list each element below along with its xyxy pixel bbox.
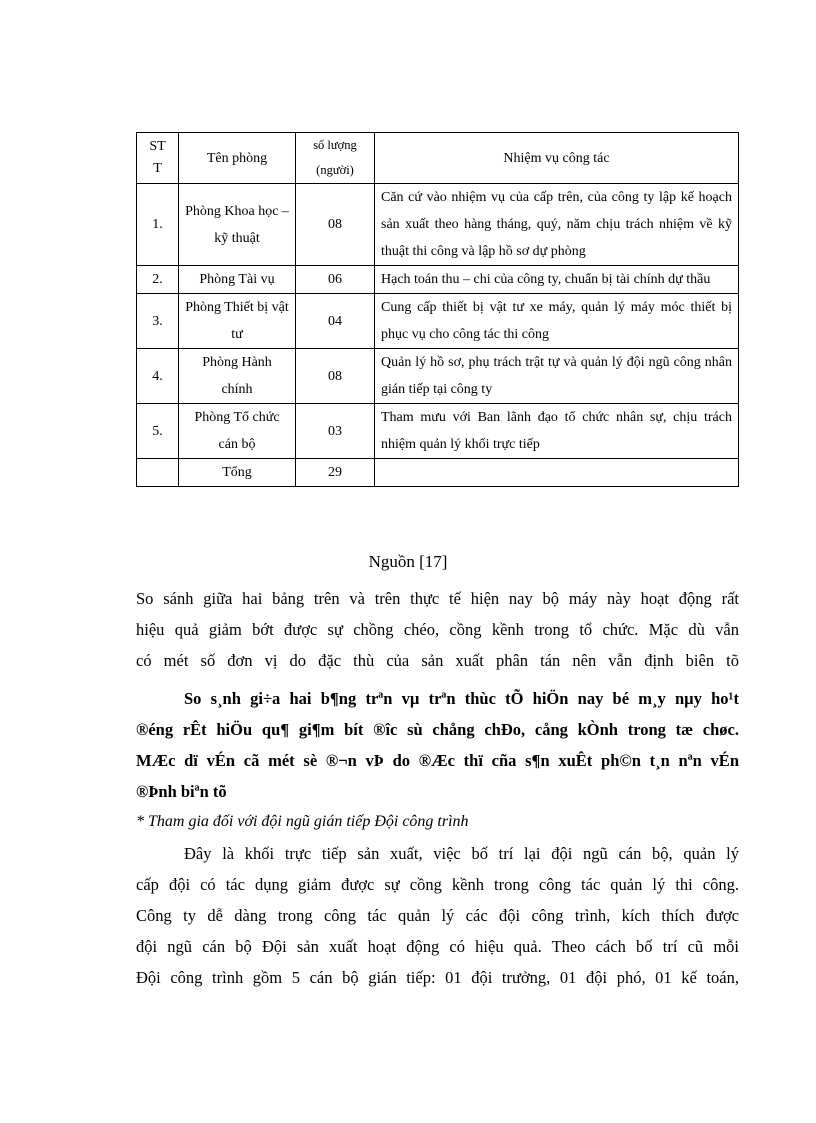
header-qty: số lượng (người) bbox=[296, 133, 375, 184]
header-task: Nhiệm vụ công tác bbox=[375, 133, 739, 184]
total-stt bbox=[137, 459, 179, 487]
row-qty: 08 bbox=[296, 184, 375, 266]
row-task: Căn cứ vào nhiệm vụ của cấp trên, của công ty lập kế hoạch sản xuất theo hàng tháng, quý, năm chịu trách nhiệm về kỹ thuật thi công và lập hồ sơ dự phòng bbox=[375, 184, 739, 266]
row-stt: 1. bbox=[137, 184, 179, 266]
row-stt: 2. bbox=[137, 266, 179, 294]
paragraph-line: Đây là khối trực tiếp sản xuất, việc bố trí lại đội ngũ cán bộ, quản lý bbox=[184, 844, 739, 863]
row-qty: 08 bbox=[296, 349, 375, 404]
row-qty: 06 bbox=[296, 266, 375, 294]
paragraph-line: Công ty dễ dàng trong công tác quản lý các đội công trình, kích thích được bbox=[136, 906, 739, 925]
paragraph-line: ®Þnh biªn tõ bbox=[136, 782, 227, 801]
row-stt: 3. bbox=[137, 294, 179, 349]
paragraph-line: có mét số đơn vị do đặc thù của sản xuất phân tán nên vẫn định biên tõ bbox=[136, 651, 739, 670]
row-stt: 5. bbox=[137, 404, 179, 459]
paragraph-line: Đội công trình gồm 5 cán bộ gián tiếp: 01 đội trưởng, 01 đội phó, 01 kế toán, bbox=[136, 968, 739, 987]
total-task bbox=[375, 459, 739, 487]
paragraph-line: cấp đội có tác dụng giảm được sự cồng kềnh trong công tác quản lý thi công. bbox=[136, 875, 739, 894]
row-task: Hạch toán thu – chi của công ty, chuẩn bị tài chính dự thầu bbox=[375, 266, 739, 294]
paragraph-line: hiệu quả giảm bớt được sự chồng chéo, cồng kềnh trong tổ chức. Mặc dù vẫn bbox=[136, 620, 739, 639]
table-header-row bbox=[137, 133, 739, 184]
header-name: Tên phòng bbox=[179, 133, 296, 184]
row-name: Phòng Thiết bị vật tư bbox=[179, 294, 296, 349]
header-stt: ST T bbox=[137, 133, 179, 184]
row-name: Phòng Tổ chức cán bộ bbox=[179, 404, 296, 459]
row-stt: 4. bbox=[137, 349, 179, 404]
section-heading: * Tham gia đối với đội ngũ gián tiếp Đội công trình bbox=[136, 813, 469, 830]
paragraph-line: So s¸nh gi÷a hai b¶ng trªn vµ trªn thùc tÕ hiÖn nay bé m¸y nµy ho¹t bbox=[184, 689, 739, 708]
table-total-row bbox=[137, 459, 739, 487]
department-table bbox=[136, 132, 739, 487]
paragraph-line: So sánh giữa hai bảng trên và trên thực tế hiện nay bộ máy này hoạt động rất bbox=[136, 589, 739, 608]
row-name: Phòng Khoa học – kỹ thuật bbox=[179, 184, 296, 266]
paragraph-line: đội ngũ cán bộ Đội sản xuất hoạt động có hiệu quả. Theo cách bố trí cũ mỗi bbox=[136, 937, 739, 956]
paragraph-line: ®éng rÊt hiÖu qu¶ gi¶m bít ®îc sù chång chÐo, cång kÒnh trong tæ chøc. bbox=[136, 720, 739, 739]
paragraph-team bbox=[136, 838, 739, 993]
table-row bbox=[137, 184, 739, 266]
row-qty: 04 bbox=[296, 294, 375, 349]
table-row bbox=[137, 404, 739, 459]
row-name: Phòng Hành chính bbox=[179, 349, 296, 404]
paragraph-garbled bbox=[136, 683, 739, 807]
total-label: Tổng bbox=[179, 459, 296, 487]
table-row bbox=[137, 294, 739, 349]
row-qty: 03 bbox=[296, 404, 375, 459]
table-row bbox=[137, 266, 739, 294]
total-qty: 29 bbox=[296, 459, 375, 487]
row-task: Cung cấp thiết bị vật tư xe máy, quản lý máy móc thiết bị phục vụ cho công tác thi công bbox=[375, 294, 739, 349]
row-task: Tham mưu với Ban lãnh đạo tổ chức nhân sự, chịu trách nhiệm quản lý khối trực tiếp bbox=[375, 404, 739, 459]
source-caption: Nguồn [17] bbox=[368, 552, 448, 571]
row-name: Phòng Tài vụ bbox=[179, 266, 296, 294]
row-task: Quản lý hồ sơ, phụ trách trật tự và quản lý đội ngũ công nhân gián tiếp tại công ty bbox=[375, 349, 739, 404]
paragraph-line: MÆc dï vÉn cã mét sè ®¬n vÞ do ®Æc thï cña s¶n xuÊt ph©n t¸n nªn vÉn bbox=[136, 751, 739, 770]
table-row bbox=[137, 349, 739, 404]
paragraph-comparison bbox=[136, 583, 739, 676]
